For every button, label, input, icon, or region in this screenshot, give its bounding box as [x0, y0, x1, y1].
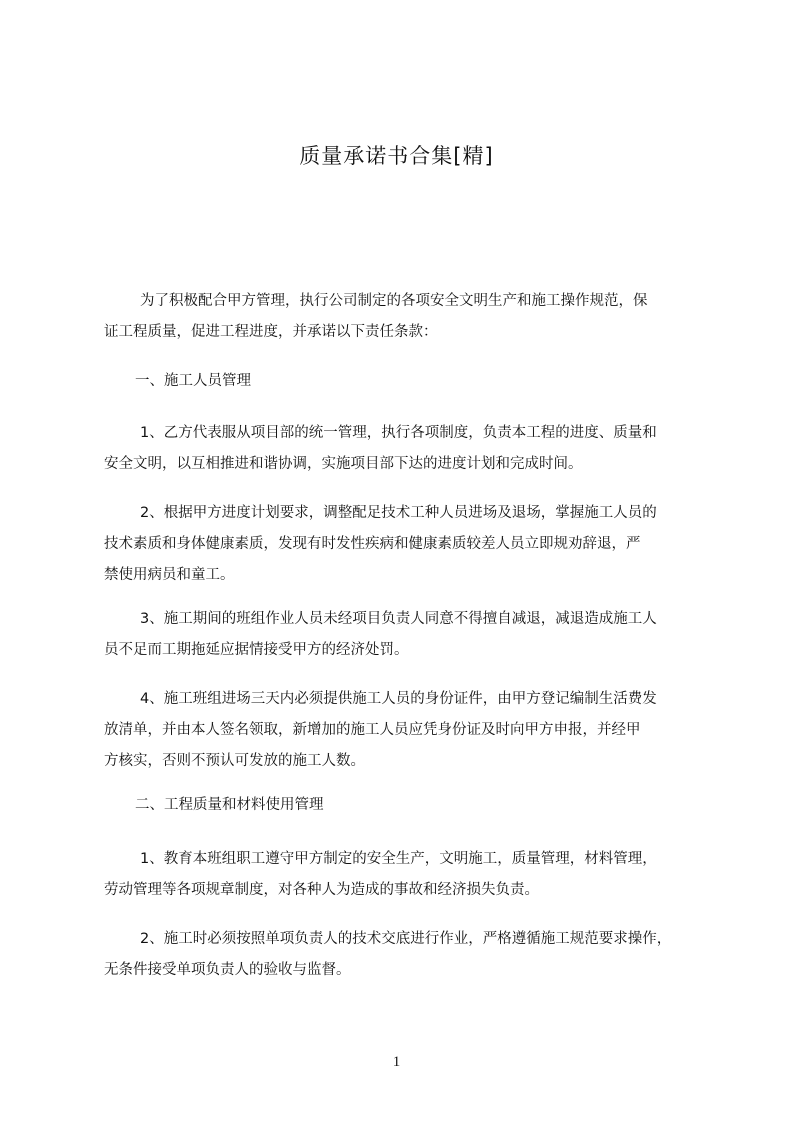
paragraph-line: 员不足而工期拖延应据情接受甲方的经济处罚。 — [104, 642, 409, 658]
paragraph-line: 放清单，并由本人签名领取，新增加的施工人员应凭身份证及时向甲方申报，并经甲 — [104, 722, 641, 738]
section1-item-3 — [104, 604, 704, 666]
intro-paragraph — [104, 286, 704, 348]
paragraph-line: 技术素质和身体健康素质，发现有时发性疾病和健康素质较差人员立即规劝辞退，严 — [104, 536, 641, 552]
section2-item-1 — [104, 844, 704, 906]
paragraph-line: 无条件接受单项负责人的验收与监督。 — [104, 962, 351, 978]
paragraph-line: 安全文明，以互相推进和谐协调，实施项目部下达的进度计划和完成时间。 — [104, 456, 583, 472]
paragraph-line: 1、教育本班组职工遵守甲方制定的安全生产，文明施工，质量管理，材料管理， — [140, 851, 657, 867]
page-number: 1 — [392, 1054, 401, 1070]
paragraph-line: 禁使用病员和童工。 — [104, 567, 235, 583]
paragraph-line: 劳动管理等各项规章制度，对各种人为造成的事故和经济损失负责。 — [104, 882, 539, 898]
paragraph-line: 证工程质量，促进工程进度，并承诺以下责任条款： — [104, 324, 438, 340]
paragraph-line: 2、施工时必须按照单项负责人的技术交底进行作业，严格遵循施工规范要求操作， — [140, 931, 672, 947]
paragraph-line: 2、根据甲方进度计划要求，调整配足技术工种人员进场及退场，掌握施工人员的 — [140, 505, 657, 521]
section1-item-2 — [104, 498, 704, 591]
paragraph-line: 3、施工期间的班组作业人员未经项目负责人同意不得擅自减退，减退造成施工人 — [140, 611, 657, 627]
paragraph-line: 1、乙方代表服从项目部的统一管理，执行各项制度，负责本工程的进度、质量和 — [140, 425, 657, 441]
paragraph-line: 4、施工班组进场三天内必须提供施工人员的身份证件，由甲方登记编制生活费发 — [140, 691, 657, 707]
section1-item-4 — [104, 684, 704, 777]
paragraph-line: 方核实，否则不预认可发放的施工人数。 — [104, 753, 365, 769]
section-heading-1: 一、施工人员管理 — [135, 373, 251, 389]
section1-item-1 — [104, 418, 704, 480]
section-heading-2: 二、工程质量和材料使用管理 — [135, 797, 324, 813]
document-title: 质量承诺书合集[精] — [299, 144, 494, 168]
section2-item-2 — [104, 924, 704, 986]
paragraph-line: 为了积极配合甲方管理，执行公司制定的各项安全文明生产和施工操作规范，保 — [140, 293, 648, 309]
